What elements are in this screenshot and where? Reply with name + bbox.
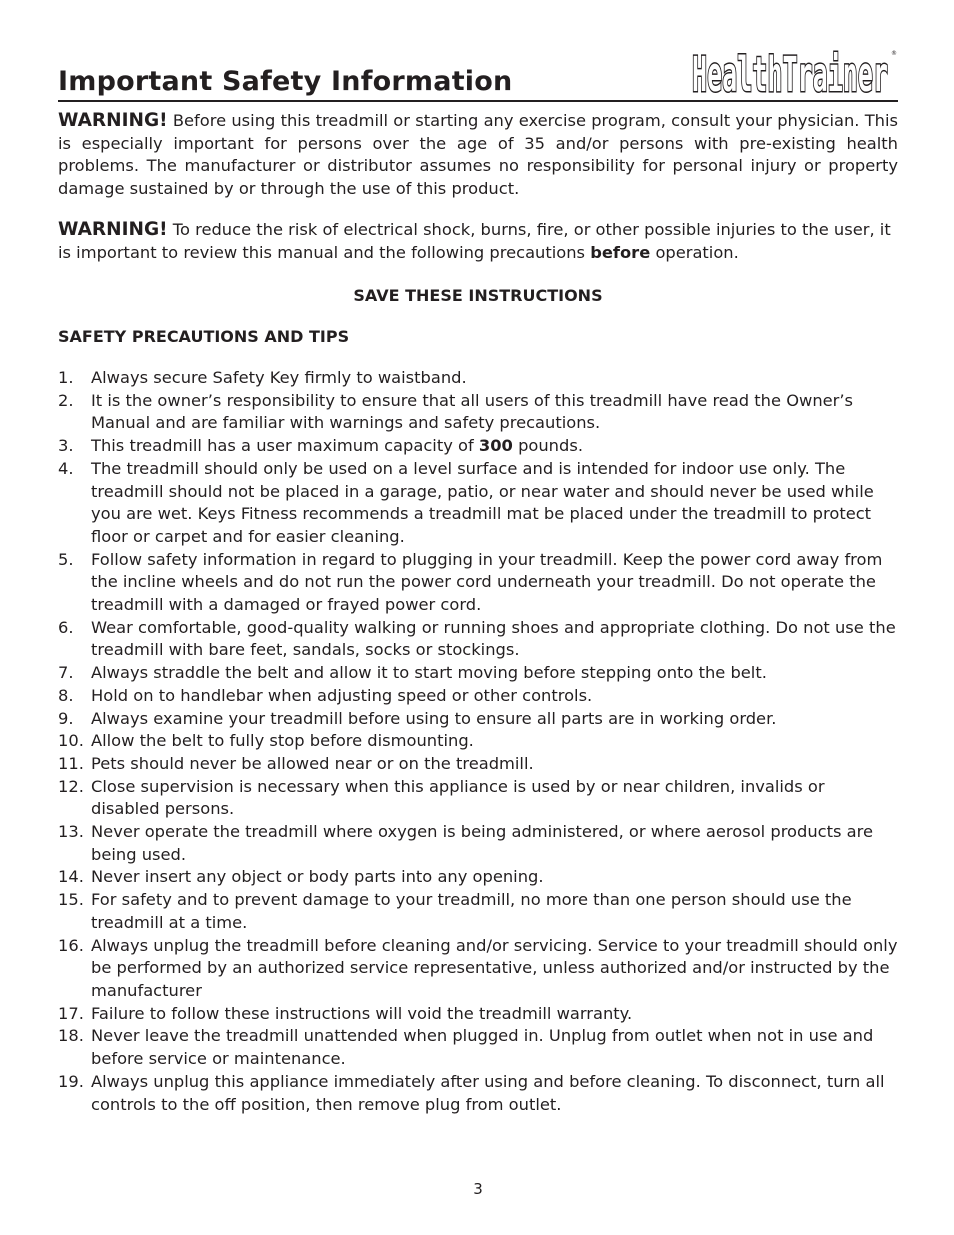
warning-label: WARNING! — [58, 110, 168, 131]
page-header — [58, 40, 898, 102]
precaution-number: 14. — [58, 867, 84, 887]
precaution-number: 13. — [58, 822, 84, 842]
precaution-item — [58, 549, 898, 617]
precaution-text: Never leave the treadmill unattended when plugged in. Unplug from outlet when not in use and before service or maintenance. — [91, 1026, 874, 1069]
precaution-text: For safety and to prevent damage to your treadmill, no more than one person should use the treadmill at a time. — [91, 890, 852, 932]
registered-mark: ® — [891, 50, 897, 57]
precaution-text: Always secure Safety Key firmly to waistband. — [91, 368, 467, 387]
logo-wordmark: HealthTrainer — [692, 47, 888, 97]
precaution-text: Wear comfortable, good-quality walking or running shoes and appropriate clothing. Do not use the treadmill with bare feet, sandals, socks or stockings. — [91, 617, 896, 660]
precaution-item — [58, 458, 898, 549]
precaution-number: 2. — [58, 390, 74, 410]
precaution-number: 10. — [58, 731, 84, 751]
precaution-item — [58, 617, 898, 662]
precaution-item — [58, 935, 898, 1003]
precaution-emphasis: 300 — [478, 436, 513, 456]
precaution-item — [58, 753, 898, 776]
precaution-text: The treadmill should only be used on a level surface and is intended for indoor use only. The treadmill should not be placed in a garage, patio, or near water and should never be used while you are wet. Keys Fitness recommends a treadmill mat be placed under the treadmill to protect floor or carpet and for easier cleaning. — [91, 458, 874, 546]
precaution-text: Always straddle the belt and allow it to start moving before stepping onto the belt. — [91, 663, 767, 683]
precaution-text: Never operate the treadmill where oxygen is being administered, or where aerosol products are being used. — [91, 822, 873, 864]
precaution-text: Pets should never be allowed near or on the treadmill. — [91, 753, 534, 773]
precaution-item — [58, 1025, 898, 1070]
precaution-text: Failure to follow these instructions will void the treadmill warranty. — [91, 1003, 633, 1023]
precaution-item — [58, 367, 898, 390]
precaution-number: 3. — [58, 436, 74, 456]
precaution-number: 11. — [58, 753, 84, 773]
warning-text: To reduce the risk of electrical shock, burns, fire, or other possible injuries to the user, it is important to review this manual and the following precautions — [58, 220, 891, 262]
save-instructions-heading: SAVE THESE INSTRUCTIONS — [353, 286, 603, 305]
warning-label: WARNING! — [58, 219, 168, 240]
precaution-number: 5. — [58, 549, 74, 569]
precaution-item — [58, 866, 898, 889]
precaution-item — [58, 889, 898, 934]
precaution-text: pounds. — [512, 436, 583, 456]
precaution-text: Follow safety information in regard to plugging in your treadmill. Keep the power cord away from the incline wheels and do not run the power cord underneath your treadmill. Do not operate the treadmill with a damaged or frayed power cord. — [91, 549, 883, 615]
section-heading: SAFETY PRECAUTIONS AND TIPS — [58, 327, 350, 346]
precaution-item — [58, 776, 898, 821]
precaution-number: 4. — [58, 458, 74, 478]
precaution-text: Always examine your treadmill before using to ensure all parts are in working order. — [91, 708, 777, 728]
precaution-item — [58, 662, 898, 685]
warning-consult-physician — [58, 110, 898, 201]
warning-electrical-shock — [58, 219, 898, 264]
precaution-number: 8. — [58, 685, 74, 705]
precaution-item — [58, 685, 898, 708]
precaution-text: Always unplug this appliance immediately after using and before cleaning. To disconnect, turn all controls to the off position, then remove plug from outlet. — [91, 1071, 885, 1114]
page-number: 3 — [473, 1180, 483, 1198]
precaution-number: 18. — [58, 1026, 84, 1046]
precaution-number: 12. — [58, 776, 84, 796]
warning-emphasis: before — [590, 242, 651, 262]
precaution-number: 7. — [58, 663, 74, 683]
precaution-number: 16. — [58, 935, 84, 955]
precaution-number: 1. — [58, 368, 74, 387]
precaution-item — [58, 1071, 898, 1116]
precaution-number: 9. — [58, 708, 74, 728]
precaution-number: 19. — [58, 1071, 84, 1091]
precaution-text: Hold on to handlebar when adjusting speed or other controls. — [91, 685, 593, 705]
precaution-item — [58, 821, 898, 866]
precaution-text: Always unplug the treadmill before cleaning and/or servicing. Service to your treadmill should only be performed by an authorized service representative, unless authorized and/or instructed by the manufacturer — [91, 935, 898, 1000]
warning-text: Before using this treadmill or starting any exercise program, consult your physician. This is especially important for persons over the age of 35 and/or persons with pre-existing health problems. The manufacturer or distributor assumes no responsibility for personal injury or property damage sustained by or through the use of this product. — [58, 111, 898, 199]
precaution-item — [58, 390, 898, 435]
precaution-number: 6. — [58, 617, 74, 637]
page-title: Important Safety Information — [58, 66, 513, 97]
precaution-number: 17. — [58, 1003, 84, 1023]
precaution-item — [58, 435, 898, 458]
precautions-list — [58, 367, 898, 1116]
precaution-text: This treadmill has a user maximum capacity of — [91, 436, 479, 456]
precaution-item — [58, 1003, 898, 1026]
precaution-text: Allow the belt to fully stop before dismounting. — [91, 731, 474, 751]
healthtrainer-logo — [690, 41, 898, 97]
precaution-number: 15. — [58, 890, 84, 910]
warning-text-end: operation. — [650, 242, 739, 262]
precaution-text: Close supervision is necessary when this appliance is used by or near children, invalids or disabled persons. — [91, 776, 825, 819]
precaution-text: It is the owner’s responsibility to ensure that all users of this treadmill have read the Owner’s Manual and are familiar with warnings and safety precautions. — [91, 390, 854, 433]
precaution-item — [58, 730, 898, 753]
precaution-item — [58, 708, 898, 731]
manual-page — [58, 0, 898, 1235]
precaution-text: Never insert any object or body parts into any opening. — [91, 867, 544, 887]
